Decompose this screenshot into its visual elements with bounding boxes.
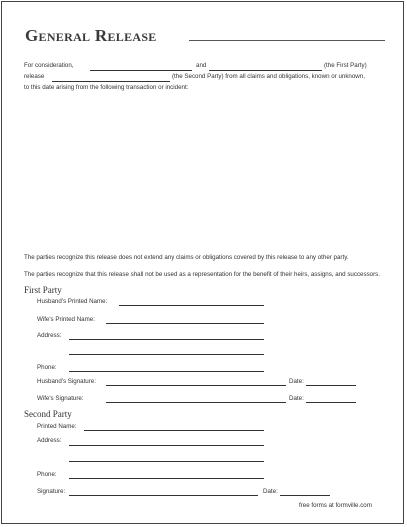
statement-2: The parties recognize that this release shall not be used as a representation for the benefit of their heirs, assigns, and successors. <box>24 271 380 278</box>
first-party-phone-label: Phone: <box>37 364 57 371</box>
first-party-name-field[interactable] <box>209 70 322 71</box>
wife-date-label: Date: <box>289 395 304 402</box>
second-party-signature-field[interactable] <box>69 495 258 496</box>
second-party-date-field[interactable] <box>280 495 330 496</box>
first-party-heading: First Party <box>24 285 62 295</box>
document-page <box>1 1 404 524</box>
second-party-phone-label: Phone: <box>37 471 57 478</box>
first-party-address-field-1[interactable] <box>69 339 264 340</box>
second-party-date-label: Date: <box>263 488 278 495</box>
husband-date-label: Date: <box>289 378 304 385</box>
statement-1: The parties recognize this release does not extend any claims or obligations covered by this release to any other party. <box>24 254 349 261</box>
first-party-label: (the First Party) <box>324 62 367 69</box>
intro-release-label: release <box>24 73 45 80</box>
second-party-name-label: Printed Name: <box>37 423 77 430</box>
second-party-address-label: Address: <box>37 437 62 444</box>
first-party-address-field-2[interactable] <box>69 354 264 355</box>
wife-date-field[interactable] <box>306 402 356 403</box>
consideration-field[interactable] <box>90 70 192 71</box>
husband-date-field[interactable] <box>306 385 356 386</box>
second-party-address-field-2[interactable] <box>69 461 264 462</box>
intro-consideration-label: For consideration, <box>24 62 74 69</box>
husband-name-label: Husband's Printed Name: <box>37 298 108 305</box>
footer-text: free forms at formville.com <box>299 502 372 509</box>
second-party-label: (the Second Party) from all claims and obligations, known or unknown, <box>172 73 365 80</box>
husband-signature-label: Husband's Signature: <box>37 378 96 385</box>
second-party-address-field-1[interactable] <box>69 445 264 446</box>
first-party-phone-field[interactable] <box>69 371 264 372</box>
title-rule <box>189 40 385 41</box>
wife-signature-label: Wife's Signature: <box>37 395 84 402</box>
second-party-heading: Second Party <box>24 409 72 419</box>
wife-name-field[interactable] <box>106 323 264 324</box>
second-party-name-field[interactable] <box>52 81 170 82</box>
second-party-signature-label: Signature: <box>37 488 66 495</box>
second-party-phone-field[interactable] <box>69 478 264 479</box>
husband-signature-field[interactable] <box>106 385 286 386</box>
intro-and-label: and <box>196 62 207 69</box>
husband-name-field[interactable] <box>119 305 264 306</box>
intro-transaction-label: to this date arising from the following transaction or incident: <box>24 84 189 91</box>
wife-name-label: Wife's Printed Name: <box>37 316 95 323</box>
first-party-address-label: Address: <box>37 332 62 339</box>
document-title: General Release <box>25 26 157 45</box>
second-party-printed-name-field[interactable] <box>84 430 264 431</box>
wife-signature-field[interactable] <box>106 402 286 403</box>
